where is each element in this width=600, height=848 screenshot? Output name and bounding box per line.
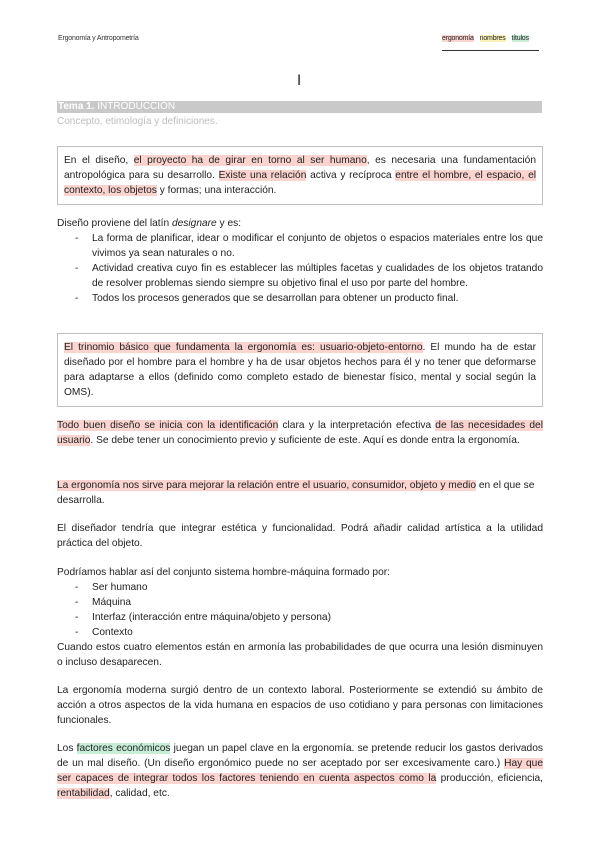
sistema-list xyxy=(57,580,543,640)
legend-ergonomia: ergonomía xyxy=(442,35,474,42)
list-item: - Contexto xyxy=(57,625,543,640)
text: juegan un papel clave en la ergonomía. se pretende reducir los gastos derivados de un mal diseño. (Un diseño ergonómico puede no ser aceptado por ser excesivamente caro.) xyxy=(57,743,543,769)
text: En el diseño, xyxy=(64,155,134,166)
text: y formas; una interacción. xyxy=(156,185,277,196)
highlight: La ergonomía nos sirve para mejorar la relación entre el usuario, consumidor, objeto y medio xyxy=(57,480,477,491)
highlight: entre el hombre, el espacio, el contexto, los objetos xyxy=(64,170,536,196)
text: activa y recíproca xyxy=(306,170,396,181)
text: . Se debe tener un conocimiento previo y suficiente de este. Aquí es donde entra la ergonomía. xyxy=(90,435,520,446)
chapter-numeral: I xyxy=(297,73,302,89)
list-item: - Interfaz (interacción entre máquina/objeto y persona) xyxy=(57,610,543,625)
highlight: el proyecto ha de girar en torno al ser humano xyxy=(133,155,367,166)
latin-word: designare xyxy=(171,218,217,229)
legend-underline xyxy=(442,50,539,51)
color-legend xyxy=(442,35,535,42)
paragraph-buen-diseno xyxy=(57,418,543,448)
course-header: Ergonomía y Antropometría xyxy=(58,35,139,42)
sistema-intro: Podríamos hablar así del conjunto sistema hombre-máquina formado por: xyxy=(57,567,390,578)
text: , es necesaria una fundamentación antropológica para su desarrollo. xyxy=(64,155,537,181)
section-title: INTRODUCCIÓN xyxy=(94,101,176,112)
section-title-bar xyxy=(57,101,542,113)
text: Diseño proviene del latín xyxy=(57,218,172,229)
designare-section xyxy=(57,216,543,306)
definition-box-1 xyxy=(57,146,543,205)
list-item: - La forma de planificar, idear o modificar el conjunto de objetos o espacios materiales entre los que vivimos ya sean naturales o no. xyxy=(57,231,543,261)
sistema-outro: Cuando estos cuatro elementos están en armonía las probabilidades de que ocurra una lesión disminuyen o incluso desaparecen. xyxy=(57,642,543,668)
paragraph-ergonomia-moderna: La ergonomía moderna surgió dentro de un contexto laboral. Posteriormente se extendió su ámbito de acción a otros aspectos de la vida humana en espacios de uso cotidiano y para personas con limitaciones funcionales. xyxy=(57,685,543,726)
paragraph-factores xyxy=(57,741,543,801)
highlight: Todo buen diseño se inicia con la identificación xyxy=(57,420,279,431)
text: y es: xyxy=(216,218,242,229)
text: , calidad, etc. xyxy=(109,788,170,799)
highlight: El trinomio básico que fundamenta la ergonomía es: usuario-objeto-entorno xyxy=(64,342,423,353)
designare-intro xyxy=(57,216,543,231)
highlight: de las necesidades del usuario xyxy=(57,420,543,446)
list-item: - Ser humano xyxy=(57,580,543,595)
section-subtitle: Concepto, etimología y definiciones. xyxy=(57,116,218,127)
legend-nombres: nombres xyxy=(479,35,506,42)
highlight: Hay que ser capaces de integrar todos los factores teniendo en cuenta aspectos como la xyxy=(57,758,544,784)
list-item: - Todos los procesos generados que se desarrollan para obtener un producto final. xyxy=(57,291,543,306)
paragraph-ergonomia-sirve xyxy=(57,478,543,508)
paragraph-sistema xyxy=(57,565,543,670)
highlight: Existe una relación xyxy=(218,170,307,181)
list-item: - Actividad creativa cuyo fin es establecer las múltiples facetas y cualidades de los objetos tratando de resolver problemas siendo siempre su objetivo final el uso por parte del hombre. xyxy=(57,261,543,291)
designare-list xyxy=(57,231,543,306)
highlight-title: factores económicos xyxy=(76,743,171,754)
text: clara y la interpretación efectiva xyxy=(278,420,436,431)
text: Los xyxy=(57,743,77,754)
definition-box-2 xyxy=(57,333,543,407)
list-item: - Máquina xyxy=(57,595,543,610)
highlight: rentabilidad xyxy=(57,788,110,799)
text: en el que se desarrolla. xyxy=(57,480,535,506)
paragraph-disenador: El diseñador tendría que integrar estética y funcionalidad. Podrá añadir calidad artística a la utilidad práctica del objeto. xyxy=(57,523,543,549)
text: . El mundo ha de estar diseñado por el hombre para el hombre y ha de usar objetos hechos para él y no tener que deformarse para adaptarse a ellos (definido como completo estado de bienestar físico, mental y social según la OMS). xyxy=(64,342,536,398)
section-number: Tema 1. xyxy=(58,101,95,112)
legend-titulos: títulos xyxy=(511,35,529,42)
text: producción, eficiencia, xyxy=(436,773,543,784)
